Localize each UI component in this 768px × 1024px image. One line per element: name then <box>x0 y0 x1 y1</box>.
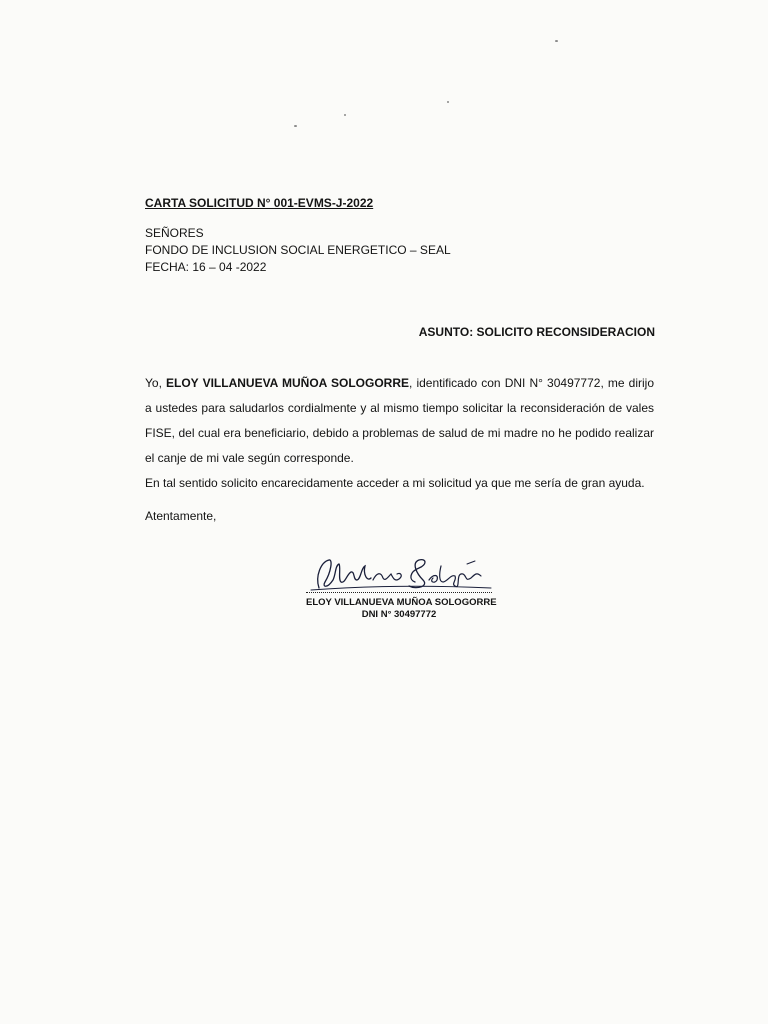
body-request-text: , identificado con DNI N° 30497772, me dirijo a ustedes para saludarlos cordialmente y al mismo tiempo solicitar la reconsideración de vales FISE, del cual era beneficiario, debido a problemas de salud de mi madre no he podido realizar el canje de mi vale según corresponde. <box>145 376 654 465</box>
scan-speck <box>344 114 346 116</box>
letter-title: CARTA SOLICITUD N° 001-EVMS-J-2022 <box>145 196 374 210</box>
body-requester-name: ELOY VILLANUEVA MUÑOA SOLOGORRE <box>166 376 410 390</box>
signer-name: ELOY VILLANUEVA MUÑOA SOLOGORRE <box>306 597 497 608</box>
letter-body-paragraph <box>145 371 654 471</box>
recipient-organization: FONDO DE INCLUSION SOCIAL ENERGETICO – SEAL <box>145 243 451 257</box>
scan-speck <box>294 125 297 127</box>
recipient-salutation: SEÑORES <box>145 226 204 240</box>
scan-speck <box>555 40 558 42</box>
scan-speck <box>447 101 449 103</box>
signer-block <box>306 597 497 621</box>
body-intro: Yo, <box>145 376 167 390</box>
letter-date: FECHA: 16 – 04 -2022 <box>145 260 267 274</box>
recipient-block <box>145 225 451 276</box>
signer-id: DNI N° 30497772 <box>361 609 437 620</box>
letter-subject: ASUNTO: SOLICITO RECONSIDERACION <box>418 325 655 339</box>
handwritten-signature <box>305 552 495 594</box>
letter-second-paragraph: En tal sentido solicito encarecidamente acceder a mi solicitud ya que me sería de gran ayuda. <box>145 476 645 490</box>
signature-line <box>306 592 492 593</box>
letter-closing: Atentamente, <box>145 509 217 523</box>
